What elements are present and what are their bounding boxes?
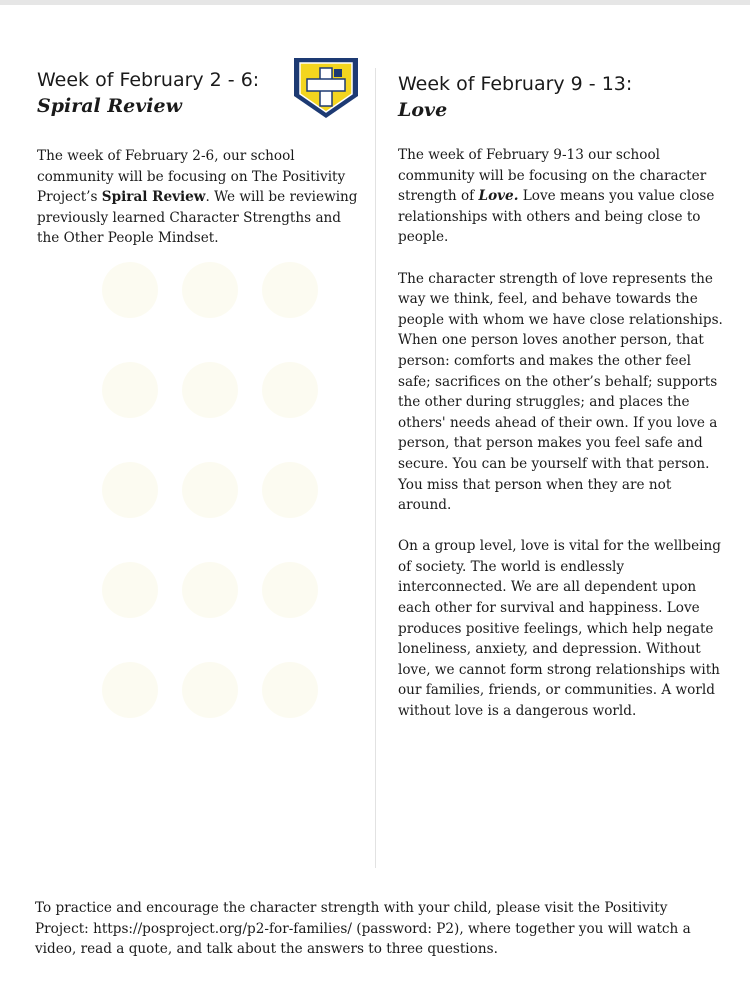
positivity-project-shield-icon	[290, 56, 362, 120]
column-divider	[375, 68, 376, 868]
left-topic-heading: Spiral Review	[37, 95, 182, 117]
right-intro-text: The week of February 9-13 our school community will be focusing on the character strength of	[398, 147, 707, 205]
right-paragraph-definition: The character strength of love represents the way we think, feel, and behave towards the people with whom we have close relationships. When one person loves another person, that person: comforts and makes the other feel safe; sacrifices on the other’s behalf; supports the other during struggles; and places the others' needs ahead of their own. If you love a person, that person makes you feel safe and secure. You can be yourself with that person. You miss that person when they are not around.	[398, 270, 723, 514]
watermark-pattern	[90, 250, 360, 770]
top-edge	[0, 0, 750, 5]
right-paragraph-group: On a group level, love is vital for the wellbeing of society. The world is endlessly interconnected. We are all dependent upon each other for survival and happiness. Love produces positive feelings, which help negate loneliness, anxiety, and depression. Without love, we cannot form strong relationships with our families, friends, or communities. A world without love is a dangerous world.	[398, 538, 721, 720]
right-topic-heading: Love	[398, 99, 448, 121]
left-paragraph	[37, 146, 367, 249]
left-week-heading: Week of February 2 - 6:	[37, 69, 260, 91]
right-column	[398, 72, 728, 722]
right-week-heading: Week of February 9 - 13:	[398, 73, 633, 95]
right-intro-text-end: Love means you value close relationships with others and being close to people.	[398, 188, 715, 246]
right-paragraph-intro	[398, 145, 728, 248]
left-paragraph-bold: Spiral Review	[101, 189, 206, 206]
footer-note: To practice and encourage the character strength with your child, please visit the Positivity Project: https://posproject.org/p2-for-families/ (password: P2), where together you will watch a video, read a quote, and talk about the answers to three questions.	[35, 900, 691, 958]
left-paragraph-text: The week of February 2-6, our school community will be focusing on The Positivity Project’s	[37, 148, 346, 206]
right-intro-bold: Love.	[478, 188, 519, 205]
left-paragraph-text-end: . We will be reviewing previously learned Character Strengths and the Other People Mindset.	[37, 189, 358, 247]
